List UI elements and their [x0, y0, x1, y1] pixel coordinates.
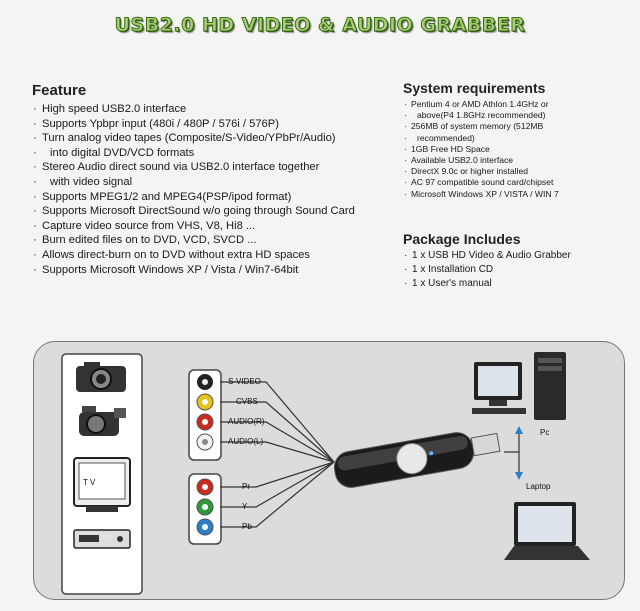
connection-diagram: [33, 341, 625, 600]
list-item: · AC 97 compatible sound card/chipset: [403, 177, 628, 188]
list-item-continued: · with video signal: [32, 175, 402, 190]
list-item: · 1GB Free HD Space: [403, 144, 628, 155]
cvbs-label: CVBS: [236, 397, 258, 406]
list-item-continued: · above(P4 1.8GHz recommended): [403, 110, 628, 121]
cvbs-connector: [197, 394, 213, 410]
system-heading: System requirements: [403, 80, 546, 96]
list-item: · Pentium 4 or AMD Athlon 1.4GHz or: [403, 99, 628, 110]
pc-arrow-icon: [515, 426, 523, 434]
list-item: · Microsoft Windows XP / VISTA / WIN 7: [403, 189, 628, 200]
package-heading: Package Includes: [403, 231, 521, 247]
pc-label: Pc: [540, 428, 550, 437]
s-video-connector: [197, 374, 213, 390]
list-item: · 1 x Installation CD: [403, 263, 628, 277]
grabber-device: [332, 426, 502, 490]
list-item: · High speed USB2.0 interface: [32, 102, 402, 117]
pr-connector: [197, 479, 213, 495]
list-item: · 1 x USB HD Video & Audio Grabber: [403, 249, 628, 263]
s-video-label: S-VIDEO: [228, 377, 261, 386]
feature-heading: Feature: [32, 82, 87, 99]
camera-icon: [76, 362, 126, 392]
system-list: [403, 99, 628, 200]
package-section: [403, 231, 628, 290]
pb-connector: [197, 519, 213, 535]
audio-l-connector: [197, 434, 213, 450]
page-title: USB2.0 HD VIDEO & AUDIO GRABBER: [114, 14, 526, 36]
laptop-icon: [504, 502, 590, 560]
output-lines: [504, 434, 519, 474]
diagram-graphics: [34, 342, 626, 601]
list-item-continued: · recommended): [403, 133, 628, 144]
audio-r-connector: [197, 414, 213, 430]
laptop-label: Laptop: [526, 482, 551, 491]
list-item: · Stereo Audio direct sound via USB2.0 interface together: [32, 160, 402, 175]
list-item: · Supports Ypbpr input (480i / 480P / 576i / 576P): [32, 117, 402, 132]
list-item: · Burn edited files on to DVD, VCD, SVCD ...: [32, 233, 402, 248]
dvd-label: DVD: [102, 535, 113, 541]
list-item: · 1 x User's manual: [403, 277, 628, 291]
list-item: · Available USB2.0 interface: [403, 155, 628, 166]
audio-l-label: AUDIO(L): [228, 437, 264, 446]
pb-label: Pb: [242, 522, 252, 531]
y-connector: [197, 499, 213, 515]
tv-label: T V: [83, 478, 96, 487]
list-item: · Allows direct-burn on to DVD without extra HD spaces: [32, 248, 402, 263]
list-item: · Capture video source from VHS, V8, Hi8 ...: [32, 219, 402, 234]
pc-icon: [472, 352, 566, 420]
list-item: · Turn analog video tapes (Composite/S-Video/YPbPr/Audio): [32, 131, 402, 146]
package-list: [403, 249, 628, 290]
pr-label: Pr: [242, 482, 250, 491]
list-item-continued: · into digital DVD/VCD formats: [32, 146, 402, 161]
list-item: · DirectX 9.0c or higher installed: [403, 166, 628, 177]
list-item: · Supports MPEG1/2 and MPEG4(PSP/ipod format): [32, 190, 402, 205]
feature-section: [32, 82, 402, 277]
audio-r-label: AUDIO(R): [228, 417, 265, 426]
laptop-arrow-icon: [515, 472, 523, 480]
feature-list: [32, 102, 402, 277]
system-requirements-section: [403, 80, 628, 200]
list-item: · Supports Microsoft DirectSound w/o going through Sound Card: [32, 204, 402, 219]
y-label: Y: [242, 502, 248, 511]
list-item: · 256MB of system memory (512MB: [403, 121, 628, 132]
list-item: · Supports Microsoft Windows XP / Vista / Win7-64bit: [32, 263, 402, 278]
